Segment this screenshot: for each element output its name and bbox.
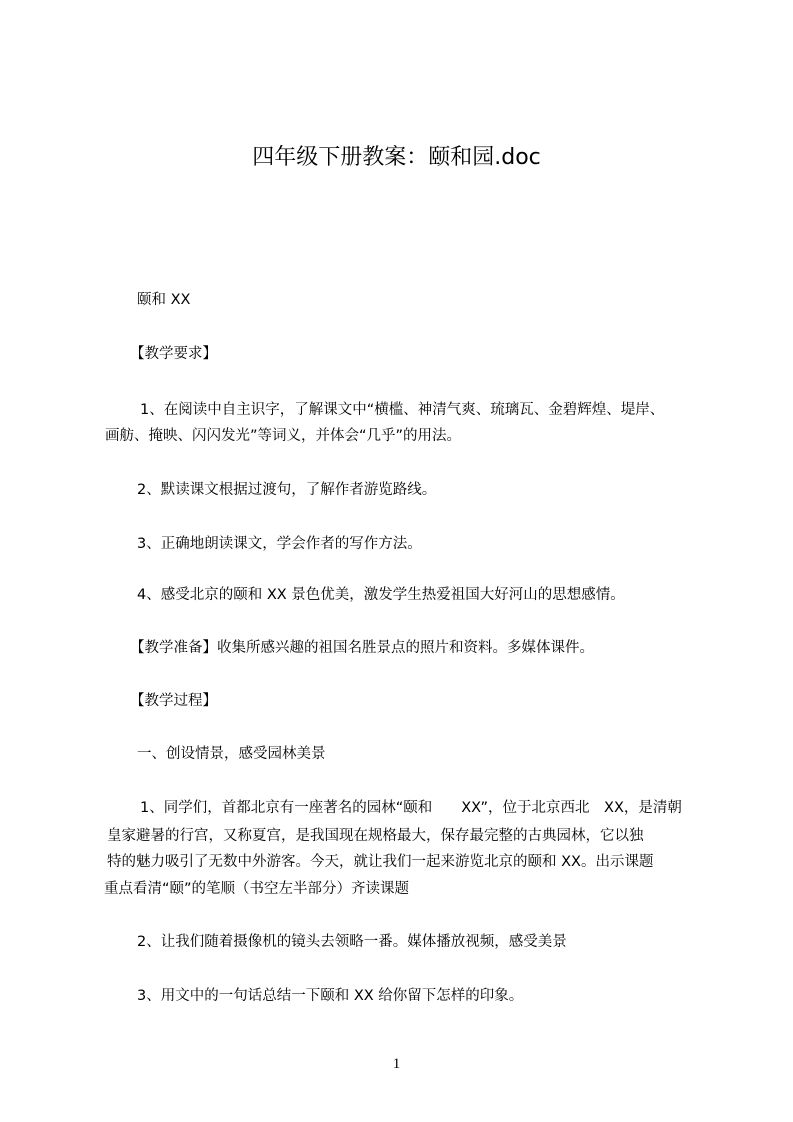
section-heading-requirements: 【教学要求】 (130, 346, 217, 362)
paragraph-line: 重点看清“颐”的笔顺（书空左半部分）齐读课题 (104, 881, 410, 897)
process-item-3: 3、用文中的一句话总结一下颐和 XX 给你留下怎样的印象。 (137, 988, 524, 1004)
lesson-heading: 颐和 XX (137, 292, 191, 308)
document-title: 四年级下册教案：颐和园.doc (252, 145, 541, 170)
process-step-1-heading: 一、创设情景，感受园林美景 (137, 746, 326, 762)
paragraph-line: 1、同学们，首都北京有一座著名的园林“颐和 XX”，位于北京西北 XX，是清朝 (140, 800, 682, 816)
requirement-1-line-1: 1、在阅读中自主识字，了解课文中“横槛、神清气爽、琉璃瓦、金碧辉煌、堤岸、 (140, 402, 665, 418)
requirement-3: 3、正确地朗读课文，学会作者的写作方法。 (137, 536, 422, 552)
section-preparation: 【教学准备】收集所感兴趣的祖国名胜景点的照片和资料。多媒体课件。 (130, 640, 594, 656)
requirement-4: 4、感受北京的颐和 XX 景色优美，激发学生热爱祖国大好河山的思想感情。 (137, 587, 625, 603)
page-number: 1 (392, 1056, 401, 1072)
requirement-1-line-2: 画舫、掩映、闪闪发光”等词义，并体会“几乎”的用法。 (105, 428, 462, 444)
paragraph-line: 皇家避暑的行宫，又称夏宫，是我国现在规格最大，保存最完整的古典园林，它以独 (107, 828, 644, 844)
paragraph-line: 特的魅力吸引了无数中外游客。今天，就让我们一起来游览北京的颐和 XX。出示课题 (107, 854, 654, 870)
section-heading-process: 【教学过程】 (130, 693, 217, 709)
process-item-2: 2、让我们随着摄像机的镜头去领略一番。媒体播放视频，感受美景 (137, 934, 567, 950)
requirement-2: 2、默读课文根据过渡句，了解作者游览路线。 (137, 482, 437, 498)
